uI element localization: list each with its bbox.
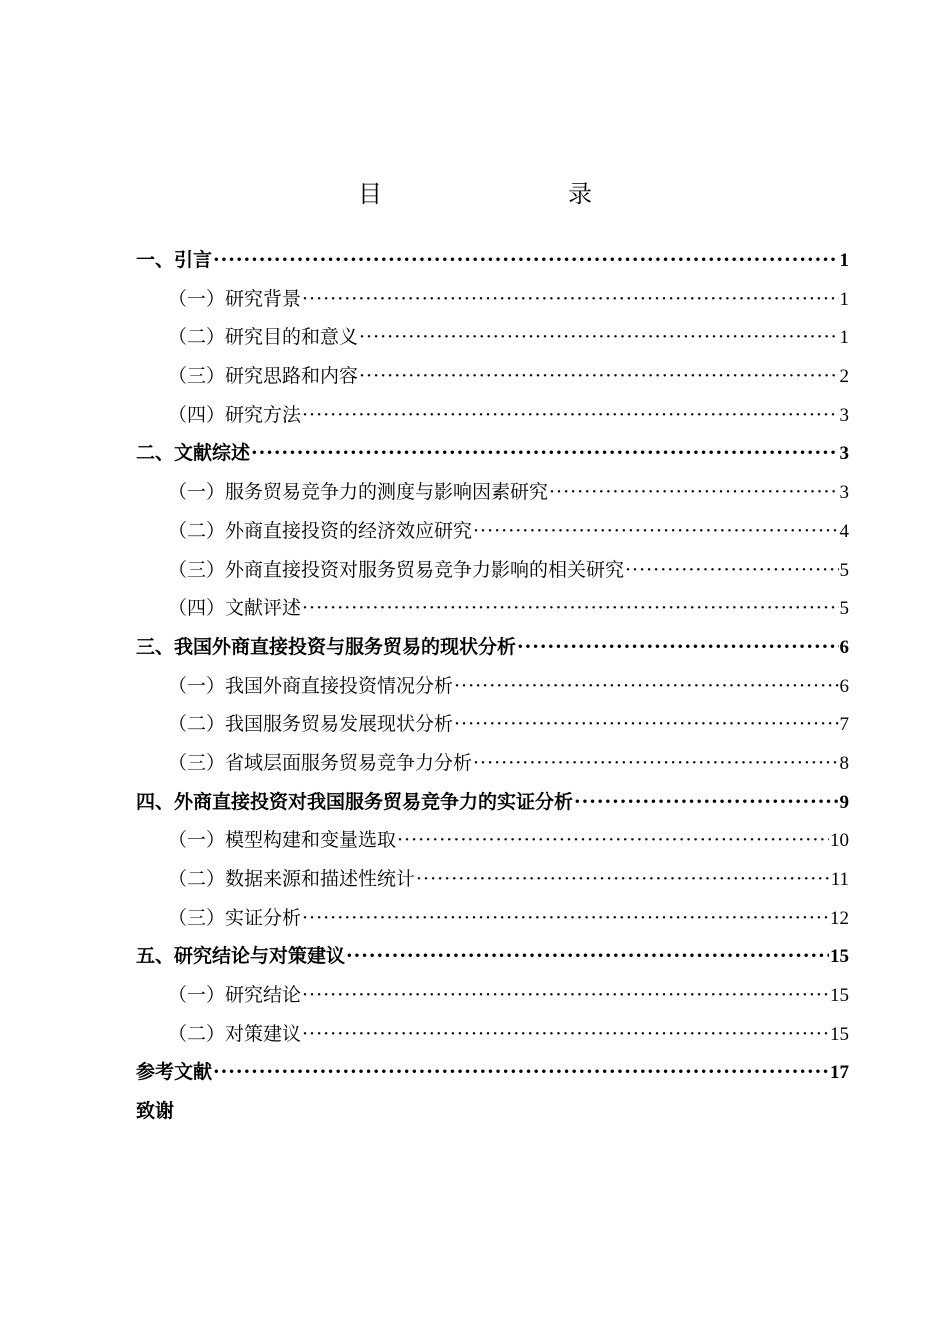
toc-entry-label: （二）研究目的和意义 xyxy=(168,318,358,356)
toc-entry-label: （一）研究结论 xyxy=(168,976,301,1014)
toc-entry[interactable] xyxy=(136,396,849,435)
toc-entry-page: 3 xyxy=(839,404,849,426)
toc-entry-page: 8 xyxy=(839,752,849,774)
table-of-contents xyxy=(136,241,849,1131)
toc-entry[interactable] xyxy=(136,705,849,744)
toc-entry-label: （三）省域层面服务贸易竞争力分析 xyxy=(168,744,472,782)
dot-leader xyxy=(302,1015,829,1053)
toc-entry-label: （四）研究方法 xyxy=(168,396,301,434)
toc-entry[interactable] xyxy=(136,434,849,473)
dot-leader xyxy=(302,899,829,937)
dot-leader xyxy=(574,783,838,821)
toc-entry-label: （一）模型构建和变量选取 xyxy=(168,821,396,859)
toc-entry-label: 五、研究结论与对策建议 xyxy=(136,937,345,975)
toc-entry-page: 4 xyxy=(839,520,849,542)
dot-leader xyxy=(549,473,838,511)
toc-entry[interactable] xyxy=(136,1015,849,1054)
toc-entry[interactable] xyxy=(136,744,849,783)
toc-entry-label: （二）对策建议 xyxy=(168,1015,301,1053)
toc-entry-page: 11 xyxy=(830,869,849,890)
dot-leader xyxy=(302,396,838,434)
dot-leader xyxy=(416,860,830,898)
toc-entry[interactable] xyxy=(136,821,849,860)
toc-entry-page: 1 xyxy=(839,288,849,310)
toc-entry-label: （一）服务贸易竞争力的测度与影响因素研究 xyxy=(168,473,548,511)
dot-leader xyxy=(397,821,829,859)
dot-leader xyxy=(302,589,838,627)
toc-entry-page: 1 xyxy=(839,250,849,271)
dot-leader xyxy=(302,280,838,318)
toc-entry-page: 12 xyxy=(830,907,849,929)
toc-entry-label: （二）我国服务贸易发展现状分析 xyxy=(168,705,453,743)
toc-entry[interactable] xyxy=(136,899,849,938)
toc-entry-page: 15 xyxy=(830,946,849,968)
toc-entry[interactable] xyxy=(136,667,849,706)
toc-entry-page: 15 xyxy=(830,985,849,1007)
dot-leader xyxy=(213,241,838,279)
dot-leader xyxy=(625,551,838,589)
toc-entry-page: 3 xyxy=(839,482,849,504)
toc-entry-label: （三）实证分析 xyxy=(168,899,301,937)
toc-entry-label: 一、引言 xyxy=(136,241,212,279)
toc-entry-label: （三）外商直接投资对服务贸易竞争力影响的相关研究 xyxy=(168,551,624,589)
toc-entry[interactable] xyxy=(136,976,849,1015)
toc-entry-page: 7 xyxy=(839,714,849,736)
dot-leader xyxy=(213,1053,829,1091)
toc-entry[interactable] xyxy=(136,860,849,899)
toc-entry[interactable] xyxy=(136,551,849,590)
toc-entry-label: （二）外商直接投资的经济效应研究 xyxy=(168,512,472,550)
toc-entry-page: 15 xyxy=(830,1023,849,1045)
toc-entry[interactable] xyxy=(136,318,849,357)
toc-entry-page: 5 xyxy=(839,598,849,620)
dot-leader xyxy=(473,512,838,550)
toc-entry-page: 5 xyxy=(839,559,849,581)
toc-entry-label: 四、外商直接投资对我国服务贸易竞争力的实证分析 xyxy=(136,783,573,821)
toc-entry-label: （二）数据来源和描述性统计 xyxy=(168,860,415,898)
toc-entry[interactable] xyxy=(136,241,849,280)
toc-entry-page: 1 xyxy=(839,327,849,349)
toc-entry[interactable] xyxy=(136,783,849,822)
dot-leader xyxy=(251,434,838,472)
toc-entry[interactable] xyxy=(136,512,849,551)
toc-entry-page: 6 xyxy=(839,636,849,658)
toc-entry-page: 10 xyxy=(830,830,849,852)
toc-entry-label: 参考文献 xyxy=(136,1053,212,1091)
toc-entry[interactable] xyxy=(136,589,849,628)
toc-entry[interactable] xyxy=(136,357,849,396)
dot-leader xyxy=(359,318,838,356)
toc-entry-label: （四）文献评述 xyxy=(168,589,301,627)
dot-leader xyxy=(454,705,838,743)
toc-entry[interactable] xyxy=(136,473,849,512)
toc-entry[interactable] xyxy=(136,628,849,667)
toc-entry-page: 3 xyxy=(839,443,849,465)
toc-entry[interactable] xyxy=(136,1092,849,1131)
dot-leader xyxy=(346,937,829,975)
toc-entry[interactable] xyxy=(136,280,849,319)
toc-entry-page: 17 xyxy=(830,1062,849,1084)
dot-leader xyxy=(454,667,838,705)
toc-entry-page: 9 xyxy=(839,791,849,813)
toc-entry-label: 致谢 xyxy=(136,1092,174,1130)
dot-leader xyxy=(359,357,838,395)
toc-entry-label: （一）研究背景 xyxy=(168,280,301,318)
toc-entry[interactable] xyxy=(136,1053,849,1092)
dot-leader xyxy=(517,628,838,666)
dot-leader xyxy=(473,744,838,782)
toc-entry-page: 2 xyxy=(839,366,849,388)
toc-entry-label: 二、文献综述 xyxy=(136,434,250,472)
toc-entry-label: （一）我国外商直接投资情况分析 xyxy=(168,667,453,705)
page-title: 目 录 xyxy=(358,180,638,209)
toc-entry[interactable] xyxy=(136,937,849,976)
toc-entry-label: （三）研究思路和内容 xyxy=(168,357,358,395)
toc-entry-label: 三、我国外商直接投资与服务贸易的现状分析 xyxy=(136,628,516,666)
dot-leader xyxy=(302,976,829,1014)
toc-entry-page: 6 xyxy=(839,675,849,697)
